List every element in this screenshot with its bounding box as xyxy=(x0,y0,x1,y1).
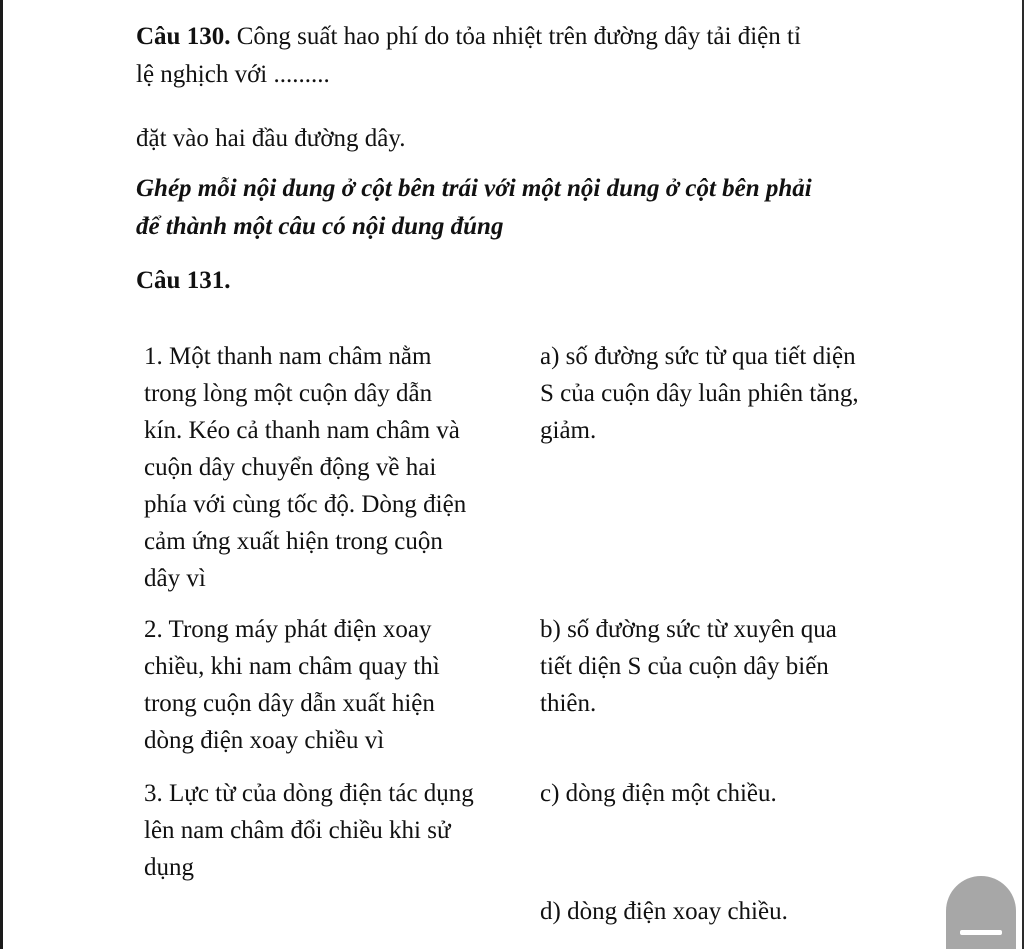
right-item-line: b) số đường sức từ xuyên qua xyxy=(540,616,837,643)
question-130-text: Công suất hao phí do tỏa nhiệt trên đường dây tải điện tỉ xyxy=(236,23,801,50)
left-item-line: chiều, khi nam châm quay thì xyxy=(144,653,440,680)
left-item-line: trong cuộn dây dẫn xuất hiện xyxy=(144,690,435,717)
question-130-line-1 xyxy=(136,18,801,56)
right-item-line: tiết diện S của cuộn dây biến xyxy=(540,653,829,680)
right-item-line: thiên. xyxy=(540,690,597,717)
right-item-line: d) dòng điện xoay chiều. xyxy=(540,898,788,925)
left-item-2 xyxy=(144,611,520,759)
right-item-d xyxy=(540,893,912,930)
right-item-line: a) số đường sức từ qua tiết diện xyxy=(540,343,856,370)
left-item-line: cuộn dây chuyển động về hai xyxy=(144,454,437,481)
minus-bar-icon xyxy=(960,930,1002,935)
right-item-c xyxy=(540,775,912,812)
left-item-line: kín. Kéo cả thanh nam châm và xyxy=(144,417,460,444)
left-item-1 xyxy=(144,338,520,597)
left-item-line: phía với cùng tốc độ. Dòng điện xyxy=(144,491,467,518)
left-item-3 xyxy=(144,775,520,886)
question-131-label: Câu 131. xyxy=(136,267,231,294)
right-item-line: giảm. xyxy=(540,417,597,444)
left-item-line: 3. Lực từ của dòng điện tác dụng xyxy=(144,780,474,807)
right-item-b xyxy=(540,611,912,722)
matching-instruction xyxy=(136,170,812,246)
instruction-line-1: Ghép mỗi nội dung ở cột bên trái với một nội dung ở cột bên phải xyxy=(136,175,812,202)
left-item-line: trong lòng một cuộn dây dẫn xyxy=(144,380,433,407)
question-130-label: Câu 130. xyxy=(136,23,231,50)
page-left-edge xyxy=(0,0,3,949)
left-item-line: 1. Một thanh nam châm nằm xyxy=(144,343,432,370)
question-130 xyxy=(136,18,801,94)
instruction-line-2: để thành một câu có nội dung đúng xyxy=(136,213,504,240)
right-item-a xyxy=(540,338,912,449)
left-item-line: dây vì xyxy=(144,565,206,592)
left-item-line: dụng xyxy=(144,854,194,881)
right-item-line: S của cuộn dây luân phiên tăng, xyxy=(540,380,859,407)
left-item-line: 2. Trong máy phát điện xoay xyxy=(144,616,432,643)
left-item-line: cảm ứng xuất hiện trong cuộn xyxy=(144,528,443,555)
scroll-to-bottom-button[interactable] xyxy=(946,876,1016,949)
left-item-line: dòng điện xoay chiều vì xyxy=(144,727,385,754)
question-130-line-3: đặt vào hai đầu đường dây. xyxy=(136,125,406,152)
question-130-line-2: lệ nghịch với ......... xyxy=(136,61,330,88)
left-item-line: lên nam châm đổi chiều khi sử xyxy=(144,817,451,844)
right-item-line: c) dòng điện một chiều. xyxy=(540,780,777,807)
